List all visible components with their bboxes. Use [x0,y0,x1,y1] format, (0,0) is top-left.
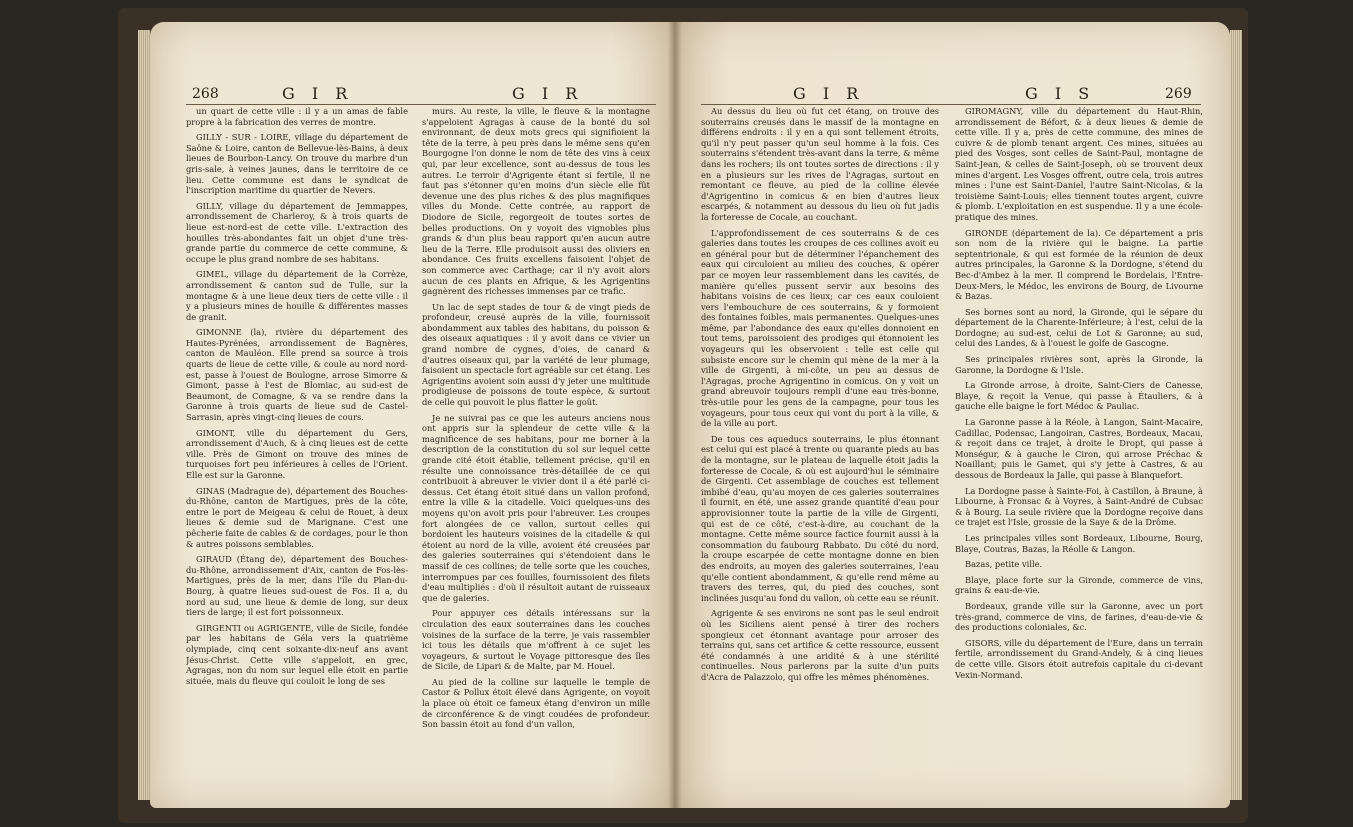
paragraph: Agrigente & ses environs ne sont pas le seul endroit où les Siciliens aient pensé à tirer des rochers spongieux cet étonnant avantage pour arroser des terrains qui, sans cet artifice & cette ressource, eussent été condamnés à une aridité & à une stérilité continuelles. Nous parlerons par la suite d'un puits d'Acra de Palazzolo, qui offre les mêmes phénomènes. [701,608,939,682]
paragraph: L'approfondissement de ces souterrains & de ces galeries dans toutes les croupes de ces collines avoit eu en général pour but de déterminer l'épanchement des eaux qui circuloient au milieu des couches, & opérer par ce moyen leur rassemblement dans les cavités, de manière qu'elles pussent servir aux besoins des habitans voisins de ces lieux; car ces eaux couloient vers l'embouchure de ces souterrains, & y formoient des fontaines foibles, mais permanentes. Quelques-unes même, par l'abondance des eaux qu'elles donnoient en tout tems, paroissoient des prodiges qui étonnoient les voyageurs qui les observoient : telle est celle qui subsiste encore sur le chemin qui mène de la mer à la ville de Girgenti, à mi-côte, un peu au dessus de l'Agragas, proche Agrigentino in comicus. On y voit un grand abreuvoir toujours rempli d'une eau très-bonne, très-utile pour les gens de la campagne, pour tous les voyageurs, pour tous ceux qui vont du port à la ville, & de la ville au port. [701,227,939,429]
running-head-right-col1: G I R [793,84,865,103]
right-page-edges [1230,30,1242,800]
running-head-right-col2: G I S [1025,84,1096,103]
paragraph: La Gironde arrose, à droite, Saint-Ciers de Canesse, Blaye, & reçoit la Venue, qui passe à Étauliers, & à gauche elle baigne le fort Médoc & Pauliac. [955,380,1203,412]
paragraph: Ses principales rivières sont, après la Gironde, la Garonne, la Dordogne & l'Isle. [955,354,1203,375]
paragraph: GIROMAGNY, ville du département du Haut-Rhin, arrondissement de Béfort, & à deux lieues & demie de cette ville. Il y a, près de cette commune, des mines de cuivre & de plomb tenant argent. Ces mines, situées au pied des Vosges, sont celles de Saint-Paul, montagne de Saint-Jean, & celles de Saint-Joseph, où se trouvent deux mines d'argent. Les Vosges offrent, outre cela, trois autres mines : l'une est Saint-Daniel, l'autre Saint-Nicolas, & la troisième Saint-Louis; elles tiennent toutes argent, cuivre & plomb. L'exploitation en est suspendue. Il y a une école-pratique des mines. [955,106,1203,222]
paragraph: Blaye, place forte sur la Gironde, commerce de vins, grains & eau-de-vie. [955,574,1203,596]
paragraph: Ses bornes sont au nord, la Gironde, qui le sépare du département de la Charente-Inférieure; à l'est, celui de la Dordogne; au sud-est, celui de Lot & Garonne; au sud, celui des Landes, & à l'ouest le golfe de Gascogne. [955,306,1203,349]
paragraph: un quart de cette ville : il y a un amas de fable propre à la fabrication des verres de montre. [186,106,408,127]
paragraph: Pour appuyer ces détails intéressans sur la circulation des eaux souterraines dans les couches voisines de la surface de la terre, je vais rassembler ici tous les détails que m'offrent à ce sujet les voyageurs, & surtout le Voyage pittoresque des îles de Sicile, de Lipari & de Malte, par M. Houel. [422,608,650,672]
paragraph: La Garonne passe à la Réole, à Langon, Saint-Macaire, Cadillac, Podensac, Langoiran, Castres, Bordeaux, Macau, & reçoit dans ce trajet, à droite le Dropt, qui passe à Monségur, & à gauche le Ciron, qui arrose Préchac & Noaillant; puis le Gamet, qui s'y jette à Castres, & au dessous de Bordeaux la Jalle, qui passe à Blanquefort. [955,417,1203,480]
paragraph: GIMEL, village du département de la Corrèze, arrondissement & canton sud de Tulle, sur la montagne & à une lieue deux tiers de cette ville : il y a plusieurs mines de houille & différentes masses de granit. [186,269,408,322]
right-page [675,22,1230,808]
page-number-right: 269 [1165,86,1192,102]
paragraph: GISORS, ville du département de l'Eure, dans un terrain fertile, arrondissement du Grand-Andely, & à cinq lieues de cette ville. Gisors étoit autrefois capitale du ci-devant Vexin-Normand. [955,637,1203,680]
left-page [150,22,675,808]
paragraph: Au pied de la colline sur laquelle le temple de Castor & Pollux étoit élevé dans Agrigente, on voyoit la place où étoit ce fameux étang d'environ un mille de circonférence & de vingt coudées de profondeur. Son bassin étoit au fond d'un vallon, [422,676,650,730]
left-page-column-1 [186,106,408,806]
paragraph: Bazas, petite ville. [965,559,1043,570]
paragraph: GIMONNE (la), rivière du département des Hautes-Pyrénées, arrondissement de Bagnères, canton de Mauléon. Elle prend sa source à trois quarts de lieue de cette ville, & coule au nord nord-est, passe à l'ouest de Boulogne, arrose Simorre & Gimont, passe à l'est de Blomiac, au sud-est de Beaumont, de Comagne, & va se rendre dans la Garonne à trois quarts de lieue sud de Castel-Sarrasin, après vingt-cinq lieues de cours. [186,327,408,423]
paragraph: Bordeaux, grande ville sur la Garonne, avec un port très-grand, commerce de vins, de farines, d'eau-de-vie & des productions coloniales, &c. [955,600,1203,633]
paragraph: GINAS (Madrague de), département des Bouches-du-Rhône, canton de Martigues, près de la côte, entre le port de Meigeau & celui de Rouet, à deux lieues & demie sud de Marignane. C'est une pêcherie faite de cables & de cordages, pour le thon & autres poissons semblables. [186,485,408,549]
paragraph: Les principales villes sont Bordeaux, Libourne, Bourg, Blaye, Coutras, Bazas, la Réolle & Langon. [955,532,1203,554]
page-number-left: 268 [192,86,219,102]
left-page-column-2 [422,106,650,806]
paragraph: GIRAUD (Étang de), département des Bouches-du-Rhône, arrondissement d'Aix, canton de Fos-lès-Martigues, près de la mer, dans l'île du Plan-du-Bourg, à quatre lieues sud-ouest de Fos. Il a, du nord au sud, une lieue & demie de long, sur deux tiers de large; il est fort poissonneux. [186,554,408,618]
running-head-left-col1: G I R [282,84,354,103]
paragraph: Un lac de sept stades de tour & de vingt pieds de profondeur, creusé auprès de la ville, fournissoit abondamment aux tables des habitans, du poisson & des oiseaux aquatiques : il y avoit dans ce vivier un grand nombre de cygnes, d'oies, de canard & d'autres oiseaux qui, par la variété de leur plumage, faisoient un spectacle fort agréable sur cet étang. Les Agrigentins avoient soin aussi d'y jeter une multitude prodigieuse de poissons de toute espèce, & surtout de celle qui pouvoit le plus flatter le goût. [422,301,650,408]
running-head-left-col2: G I R [512,84,584,103]
paragraph: Au dessus du lieu où fut cet étang, on trouve des souterrains creusés dans le massif de la montagne en différens endroits : il y en a qui sont tellement étroits, qu'il n'y peut passer qu'un seul homme à la fois. Ces souterrains s'étendent très-avant dans la terre, & même dans les rochers; ils ont toutes sortes de directions : il y en a plusieurs sur les rives de l'Agragas, surtout en remontant ce fleuve, au pied de la colline élevée d'Agrigentino in comicus & en bien d'autres lieux escarpés, & notamment au dessous du lieu où fut jadis la forteresse de Cocale, au couchant. [701,106,939,222]
paragraph: murs. Au reste, la ville, le fleuve & la montagne s'appeloient Agragas à cause de la bonté du sol environnant, de deux mots grecs qui signifioient la tête de la terre, à peu près dans le même sens qu'en Bourgogne l'on donne le nom de tête des vins à ceux qui, par leur excellence, sont au-dessus de tous les autres. Le terroir d'Agrigente étant si fertile, il ne faut pas s'étonner qu'en moins d'un siècle elle fût devenue une des plus riches & des plus magnifiques villes du Monde. Cette contrée, au rapport de Diodore de Sicile, regorgeoit de toutes sortes de belles productions. On y voyoit des vignobles plus grands & d'un plus beau rapport qu'en aucun autre lieu de la Terre. Elle produisoit aussi des oliviers en abondance. Ces fruits excellens faisoient l'objet de son commerce avec Carthage; car il n'y avoit alors aucun de ces plants en Afrique, & les Agrigentins gagnèrent des richesses immenses par ce trafic. [422,106,650,297]
paragraph: GIRONDE (département de la). Ce département a pris son nom de la rivière qui le baigne. La partie septentrionale, & qui est formée de la réunion de deux autres principales, la Garonne & la Dordogne, s'étend du Bec-d'Ambez à la mer. Il comprend le Bordelais, l'Entre-Deux-Mers, le Médoc, les environs de Bourg, de Livourne & Bazas. [955,227,1203,302]
right-page-column-2 [955,106,1203,806]
header-rule-left [186,104,656,105]
paragraph: GIRGENTI ou AGRIGENTE, ville de Sicile, fondée par les habitans de Géla vers la quatrième olympiade, cinq cent soixante-dix-neuf ans avant Jésus-Christ. Cette ville s'appeloit, en grec, Agragas, non du nom sur lequel elle étoit en partie située, mais du fleuve qui couloit le long de ses [186,622,408,686]
paragraph: Je ne suivrai pas ce que les auteurs anciens nous ont appris sur la splendeur de cette ville & la magnificence de ses habitans, pour me borner à la description de la constitution du sol sur lequel cette grande cité étoit établie, tellement précise, qu'il en résulte une connoissance très-détaillée de ce qui contribuoit à abreuver le vivier dont il a été parlé ci-dessus. Cet étang étoit situé dans un vallon profond, entre la ville & la citadelle. Voici quelques-uns des moyens qu'on avoit pris pour l'abreuver. Les croupes fort alongées de ce vallon, surtout celles qui bordoient les hauteurs voisines de la citadelle & qui étoient au nord de la ville, avoient été creusées par des galeries souterraines qui s'étendoient dans le massif de ces collines; de telle sorte que les couches, interrompues par ces fouilles, fournissoient des filets d'eau multipliés : d'où il résultoit autant de ruisseaux que de galeries. [422,412,650,603]
paragraph: GILLY - SUR - LOIRE, village du département de Saône & Loire, canton de Bellevue-lès-Bains, à deux lieues de Bourbon-Lancy. On trouve du marbre d'un gris-sale, à veines jaunes, dans le territoire de ce lieu. Cette commune est dans le syndicat de l'inscription maritime du quartier de Nevers. [186,132,408,196]
right-page-column-1 [701,106,939,806]
paragraph: De tous ces aqueducs souterrains, le plus étonnant est celui qui est placé à trente ou quarante pieds au bas de la montagne, sur le plateau de laquelle étoit jadis la forteresse de Cocale, & où est aujourd'hui le séminaire de Girgenti. Cet assemblage de couches est tellement imbibé d'eau, qu'au moyen de ces galeries souterraines il fournit, en été, une assez grande quantité d'eau pour approvisionner toute la partie de la ville de Girgenti, qui est de ce côté, c'est-à-dire, au couchant de la montagne. Cette même source factice fournit aussi à la consommation du faubourg Rabbato. Du côté du nord, la croupe escarpée de cette montagne donne en bien des endroits, au moyen des galeries souterraines, l'eau qu'elle contient abondamment, & qu'elle rend même au travers des terres, qui, du pied des couches, sont inclinées jusqu'au fond du vallon, où cette eau se réunit. [701,433,939,603]
header-rule-right [701,104,1201,105]
paragraph: La Dordogne passe à Sainte-Foi, à Castillon, à Braune, à Libourne, à Fronsac & à Voyres, à Saint-André de Cubsac & à Bourg. La seule rivière que la Dordogne reçoive dans ce trajet est l'Isle, grossie de la Saye & de la Drôme. [955,485,1203,528]
book-gutter [668,22,682,808]
paragraph: GIMONT, ville du département du Gers, arrondissement d'Auch, & à cinq lieues est de cette ville. Près de Gimont on trouve des mines de turquoises fort peu inférieures à celles de l'Orient. Elle est sur la Garonne. [186,427,408,480]
paragraph: GILLY, village du département de Jemmappes, arrondissement de Charleroy, & à trois quarts de lieue est-nord-est de cette ville. L'extraction des houilles très-abondantes fait un objet d'une très-grande partie du commerce de cette commune, & occupe le plus grand nombre de ses habitans. [186,200,408,264]
left-page-edges [138,30,150,800]
